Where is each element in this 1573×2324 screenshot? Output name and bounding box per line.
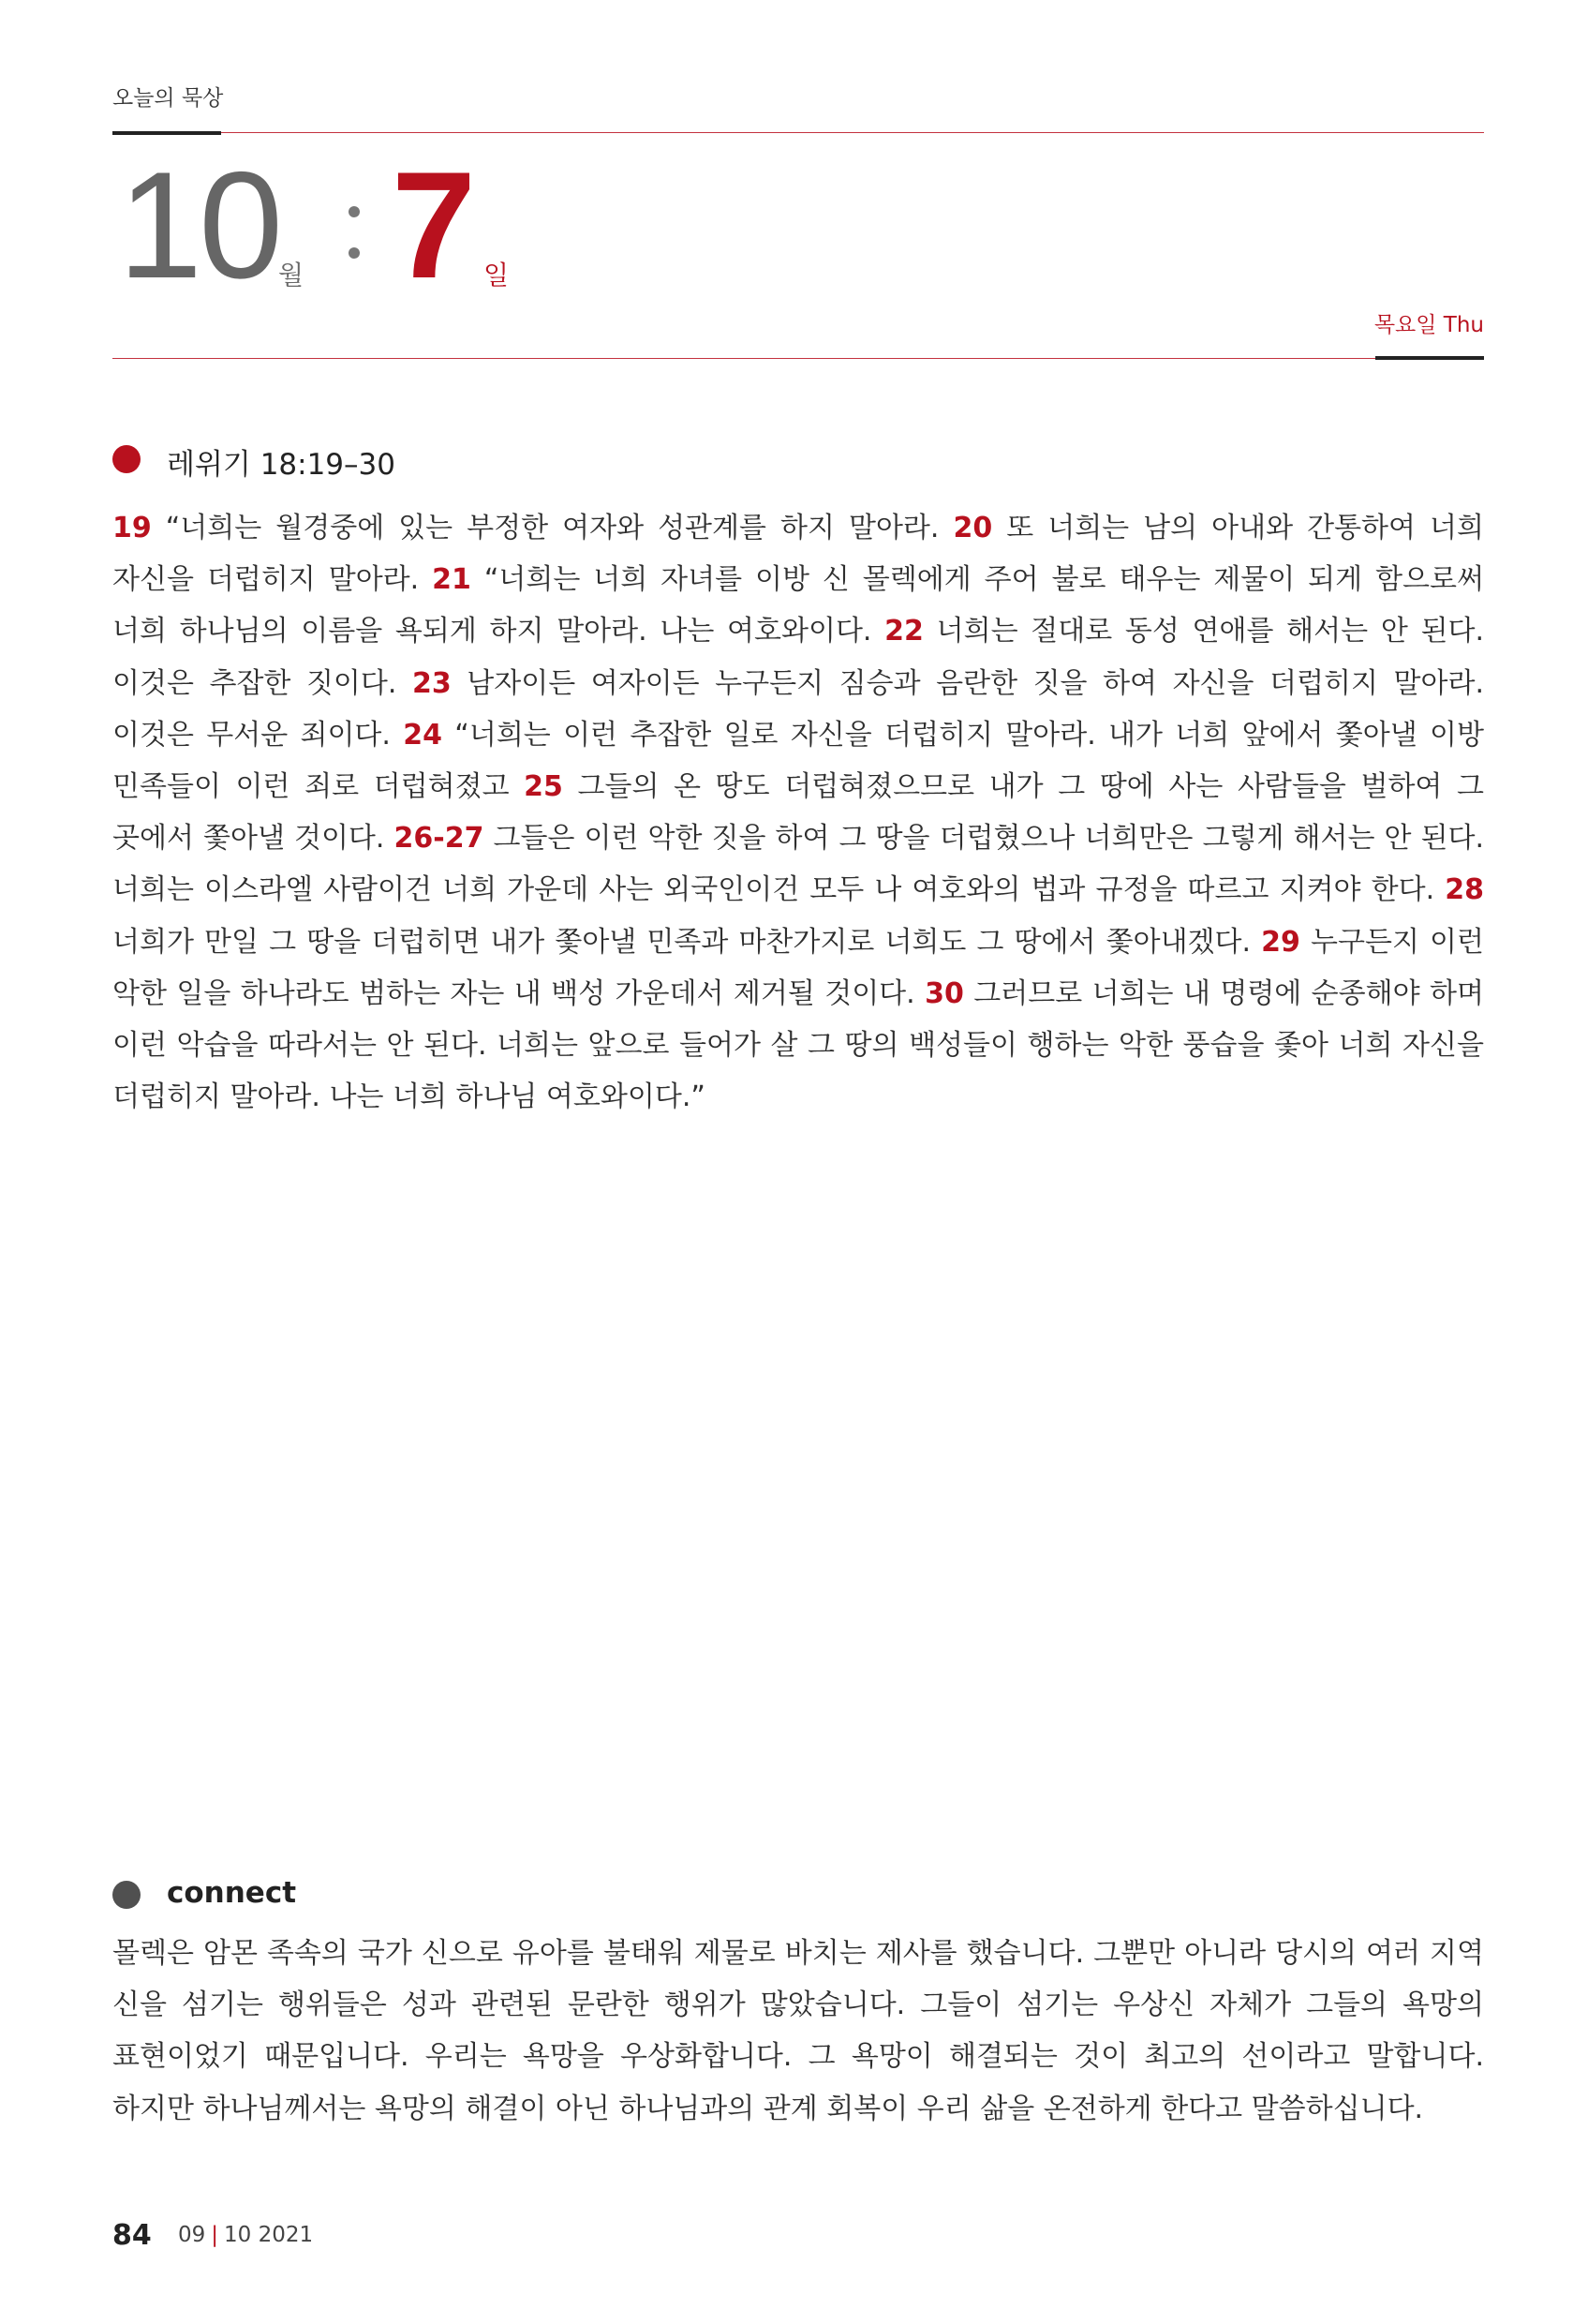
verse-number: 21: [432, 563, 471, 597]
scripture-body: [112, 502, 1484, 1123]
verse-text: 그러므로 너희는 내 명령에 순종해야 하며 이런 악습을 따라서는 안 된다. 너희는 앞으로 들어가 살 그 땅의 백성들이 행하는 악한 풍습을 좇아 너희 자신을 더럽히지 말아라. 나는 너희 하나님 여호와이다.”: [112, 976, 1484, 1114]
month-number: 10: [118, 141, 280, 310]
verse-number: 23: [411, 666, 452, 700]
issue-left: 09: [178, 2223, 206, 2247]
day-unit: 일: [483, 260, 510, 290]
verse-number: 30: [925, 976, 964, 1010]
verse-number: 29: [1261, 925, 1300, 959]
verse-text: 남자이든 여자이든 누구든지 짐승과 음란한 짓을 하여 자신을 더럽히지 말아라. 이것은 무서운 죄이다.: [112, 666, 1484, 752]
verse-text: 너희는 절대로 동성 연애를 해서는 안 된다. 이것은 추잡한 짓이다.: [112, 615, 1484, 700]
day-number: 7: [392, 141, 477, 310]
issue-separator: |: [211, 2223, 219, 2247]
gray-circle-icon: [112, 1881, 141, 1909]
scripture-title: 레위기 18:19–30: [167, 448, 395, 482]
verse-number: 28: [1445, 873, 1484, 907]
verse-text: 그들은 이런 악한 짓을 하여 그 땅을 더럽혔으나 너희만은 그렇게 해서는 안 된다. 너희는 이스라엘 사람이건 너희 가운데 사는 외국인이건 모두 나 여호와의 법과 규정을 따르고 지켜야 한다.: [112, 822, 1484, 907]
connect-title: connect: [167, 1876, 297, 1910]
colon-dot-bottom-icon: [349, 247, 360, 259]
verse-text: “너희는 너희 자녀를 이방 신 몰렉에게 주어 불로 태우는 제물이 되게 함으로써 너희 하나님의 이름을 욕되게 하지 말아라. 나는 여호와이다.: [112, 563, 1484, 648]
verse-number: 25: [524, 770, 563, 804]
colon-dot-top-icon: [349, 206, 360, 217]
verse-number: 24: [403, 718, 442, 752]
verse-number: 22: [884, 615, 924, 648]
page-number: 84: [112, 2219, 152, 2252]
header-divider-dark: [1375, 356, 1484, 360]
month-unit: 월: [278, 260, 304, 290]
weekday-label: 목요일 Thu: [1373, 313, 1484, 337]
verse-text: 그들의 온 땅도 더럽혀졌으므로 내가 그 땅에 사는 사람들을 벌하여 그 곳에서 쫓아낼 것이다.: [112, 770, 1484, 856]
verse-text: 또 너희는 남의 아내와 간통하여 너희 자신을 더럽히지 말아라.: [112, 512, 1484, 597]
section-label: 오늘의 묵상: [112, 86, 224, 111]
verse-text: “너희는 월경중에 있는 부정한 여자와 성관계를 하지 말아라.: [151, 512, 954, 544]
issue-label: [178, 2223, 313, 2247]
verse-number: 20: [953, 512, 993, 544]
red-circle-icon: [112, 445, 141, 473]
verse-text: 누구든지 이런 악한 일을 하나라도 범하는 자는 내 백성 가운데서 제거될 것이다.: [112, 925, 1485, 1010]
top-divider-red: [221, 132, 1484, 133]
verse-number: 26-27: [393, 822, 484, 856]
issue-right: 10 2021: [224, 2223, 314, 2247]
verse-text: “너희는 이런 추잡한 일로 자신을 더럽히지 말아라. 내가 너희 앞에서 쫓아낼 이방 민족들이 이런 죄로 더럽혀졌고: [112, 718, 1484, 804]
verse-text: 너희가 만일 그 땅을 더럽히면 내가 쫓아낼 민족과 마찬가지로 너희도 그 땅에서 쫓아내겠다.: [112, 925, 1262, 959]
connect-body: 몰렉은 암몬 족속의 국가 신으로 유아를 불태워 제물로 바치는 제사를 했습니다. 그뿐만 아니라 당시의 여러 지역 신을 섬기는 행위들은 성과 관련된 문란한 행위가 많았습니다. 그들이 섬기는 우상신 자체가 그들의 욕망의 표현이었기 때문입니다. 우리는 욕망을 우상화합니다. 그 욕망이 해결되는 것이 최고의 선이라고 말합니다. 하지만 하나님께서는 욕망의 해결이 아닌 하나님과의 관계 회복이 우리 삶을 온전하게 한다고 말씀하십니다.: [112, 1937, 1484, 2125]
header-divider-red: [112, 358, 1375, 359]
top-divider-dark: [112, 131, 221, 135]
verse-number: 19: [112, 512, 152, 544]
